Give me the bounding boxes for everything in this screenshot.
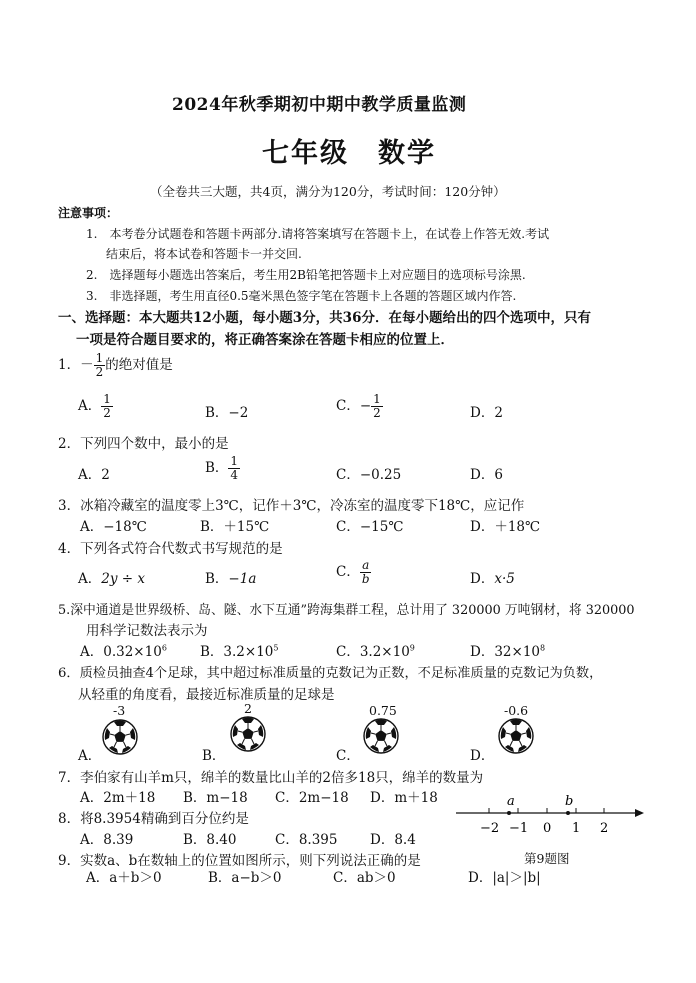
- q6-option-c-label: C．: [336, 748, 360, 764]
- q9-option-c: C．ab＞0: [333, 870, 396, 886]
- q5-c-exp: 9: [409, 643, 415, 653]
- q5-b-exp: 5: [273, 643, 279, 653]
- q4-b-expr: −1a: [228, 571, 257, 587]
- question-4: 4．下列各式符合代数式书写规范的是: [58, 541, 283, 557]
- section-heading-cont: 一项是符合题目要求的，将正确答案涂在答题卡相应的位置上．: [76, 332, 454, 348]
- point-b-label: b: [565, 794, 574, 809]
- q7-option-d: D．m＋18: [370, 790, 438, 806]
- axis-label-0: 0: [543, 821, 552, 836]
- q1-option-b: B．−2: [205, 405, 249, 421]
- question-6: 6．质检员抽查4个足球，其中超过标准质量的克数记为正数，不足标准质量的克数记为负数，: [58, 666, 603, 681]
- q4-option-b: [205, 567, 256, 587]
- q5-d-base: D．32×10: [470, 644, 540, 660]
- q5-option-b: [200, 640, 278, 660]
- question-8: 8．将8.3954精确到百分位约是: [58, 811, 249, 827]
- figure-caption: 第9题图: [524, 851, 570, 866]
- q1-fraction: [94, 352, 106, 379]
- soccer-ball-icon: [362, 717, 400, 755]
- soccer-ball-icon: [229, 715, 267, 753]
- q1-frac-num: 1: [95, 351, 104, 365]
- exam-info: （全卷共三大题，共4页，满分为120分，考试时间：120分钟）: [150, 184, 506, 199]
- q2-b-num: 1: [230, 454, 239, 468]
- q4-c-den: b: [361, 572, 370, 586]
- q1-a-num: 1: [103, 392, 111, 406]
- q8-option-d: D．8.4: [370, 832, 416, 848]
- axis-label-neg2: −2: [480, 821, 500, 836]
- number-line-figure: [452, 792, 652, 838]
- question-2: 2．下列四个数中，最小的是: [58, 436, 229, 452]
- point-a-label: a: [507, 794, 515, 809]
- q9-option-d: D．|a|＞|b|: [468, 870, 541, 886]
- q2-option-a: A．2: [78, 467, 110, 483]
- q2-b-fraction: [228, 455, 240, 482]
- q1-c-fraction: [371, 393, 383, 420]
- q6-option-a-label: A．: [78, 748, 102, 764]
- q1-c-num: 1: [373, 392, 381, 406]
- q1-option-d: D．2: [470, 405, 503, 421]
- q4-option-d: [470, 567, 515, 587]
- q1-c-den: 2: [373, 406, 381, 420]
- question-7: 7．李伯家有山羊m只，绵羊的数量比山羊的2倍多18只，绵羊的数量为: [58, 770, 484, 786]
- number-line-arrow: [635, 809, 644, 817]
- q4-b-label: B．: [205, 571, 229, 587]
- q5-b-base: B．3.2×10: [200, 644, 274, 660]
- axis-label-1: 1: [572, 821, 581, 836]
- q4-option-a: [78, 567, 145, 587]
- q8-option-b: B．8.40: [183, 832, 237, 848]
- soccer-ball-icon: [101, 718, 139, 756]
- q3-option-b: B．＋15℃: [200, 519, 270, 535]
- q1-option-c: [336, 393, 383, 420]
- q4-option-c: [336, 559, 372, 586]
- q3-option-c: C．−15℃: [336, 519, 404, 535]
- q1-number: 1．: [58, 357, 81, 373]
- q1-a-fraction: [101, 393, 113, 420]
- q5-a-exp: 6: [161, 643, 167, 653]
- q9-option-b: B．a−b＞0: [208, 870, 282, 886]
- q7-option-a: A．2m＋18: [80, 790, 156, 806]
- q1-a-den: 2: [103, 406, 111, 420]
- q5-option-d: [470, 640, 545, 660]
- q2-option-b: [205, 455, 240, 482]
- q1-text: 的绝对值是: [105, 357, 173, 373]
- q6-d-value: -0.6: [504, 703, 529, 718]
- note-item-2: 2. 选择题每小题选出答案后，考生用2B铅笔把答题卡上对应题目的选项标号涂黑.: [86, 268, 526, 282]
- q2-option-c: C．−0.25: [336, 467, 402, 483]
- q4-c-num: a: [362, 558, 370, 572]
- q6-option-d-label: D．: [470, 748, 495, 764]
- q5-c-base: C．3.2×10: [336, 644, 410, 660]
- point-a-dot: [507, 811, 511, 815]
- q5-a-base: A．0.32×10: [80, 644, 162, 660]
- q4-a-label: A．: [78, 571, 102, 587]
- q6-a-value: -3: [113, 703, 126, 718]
- note-item-3: 3. 非选择题，考生用直径0.5毫米黑色签字笔在答题卡上各题的答题区域内作答.: [86, 289, 517, 303]
- question-9: 9．实数a、b在数轴上的位置如图所示，则下列说法正确的是: [58, 853, 421, 869]
- question-1: [58, 352, 173, 379]
- subject-title: 七年级 数学: [262, 138, 436, 169]
- question-5: 5.深中通道是世界级桥、岛、隧、水下互通”跨海集群工程，总计用了 320000 万吨钢材，将 320000: [58, 603, 635, 618]
- axis-label-neg1: −1: [509, 821, 529, 836]
- q3-option-d: D．＋18℃: [470, 519, 541, 535]
- q7-option-b: B．m−18: [183, 790, 248, 806]
- q2-option-d: D．6: [470, 467, 503, 483]
- q8-option-c: C．8.395: [275, 832, 338, 848]
- q9-option-a: A．a＋b＞0: [86, 870, 162, 886]
- q3-option-a: A．−18℃: [80, 519, 147, 535]
- q1-c-label: C．−: [336, 398, 372, 414]
- notes-heading: 注意事项：: [58, 206, 119, 220]
- q4-c-label: C．: [336, 564, 360, 580]
- point-b-dot: [566, 811, 570, 815]
- q2-b-label: B．: [205, 460, 229, 476]
- q1-a-label: A．: [78, 398, 102, 414]
- exam-title: 2024年秋季期初中期中教学质量监测: [172, 95, 467, 115]
- q6-b-value: 2: [244, 701, 252, 716]
- section-heading: 一、选择题：本大题共12小题，每小题3分，共36分．在每小题给出的四个选项中，只有: [58, 310, 591, 326]
- q1-minus: －: [80, 357, 94, 373]
- q8-option-a: A．8.39: [80, 832, 134, 848]
- note-item-1: 1. 本考卷分试题卷和答题卡两部分.请将答案填写在答题卡上，在试卷上作答无效.考试: [86, 227, 550, 241]
- axis-label-2: 2: [600, 821, 609, 836]
- q5-option-c: [336, 640, 415, 660]
- q4-d-label: D．: [470, 571, 495, 587]
- q1-frac-den: 2: [95, 365, 104, 379]
- q4-a-expr: 2y ÷ x: [101, 571, 145, 587]
- question-3: 3．冰箱冷藏室的温度零上3℃，记作＋3℃，冷冻室的温度零下18℃，应记作: [58, 498, 525, 514]
- question-6-cont: 从轻重的角度看，最接近标准质量的足球是: [78, 687, 335, 703]
- q5-d-exp: 8: [540, 643, 546, 653]
- q6-option-b-label: B．: [202, 748, 226, 764]
- q4-d-expr: x·5: [494, 571, 515, 587]
- note-item-1-cont: 结束后，将本试卷和答题卡一并交回.: [106, 247, 302, 261]
- q5-option-a: [80, 640, 167, 660]
- q1-option-a: [78, 393, 113, 420]
- q4-c-fraction: [360, 559, 372, 586]
- q6-c-value: 0.75: [369, 703, 397, 718]
- question-5-cont: 用科学记数法表示为: [86, 623, 208, 639]
- q2-b-den: 4: [230, 468, 239, 482]
- q7-option-c: C．2m−18: [275, 790, 349, 806]
- soccer-ball-icon: [497, 717, 535, 755]
